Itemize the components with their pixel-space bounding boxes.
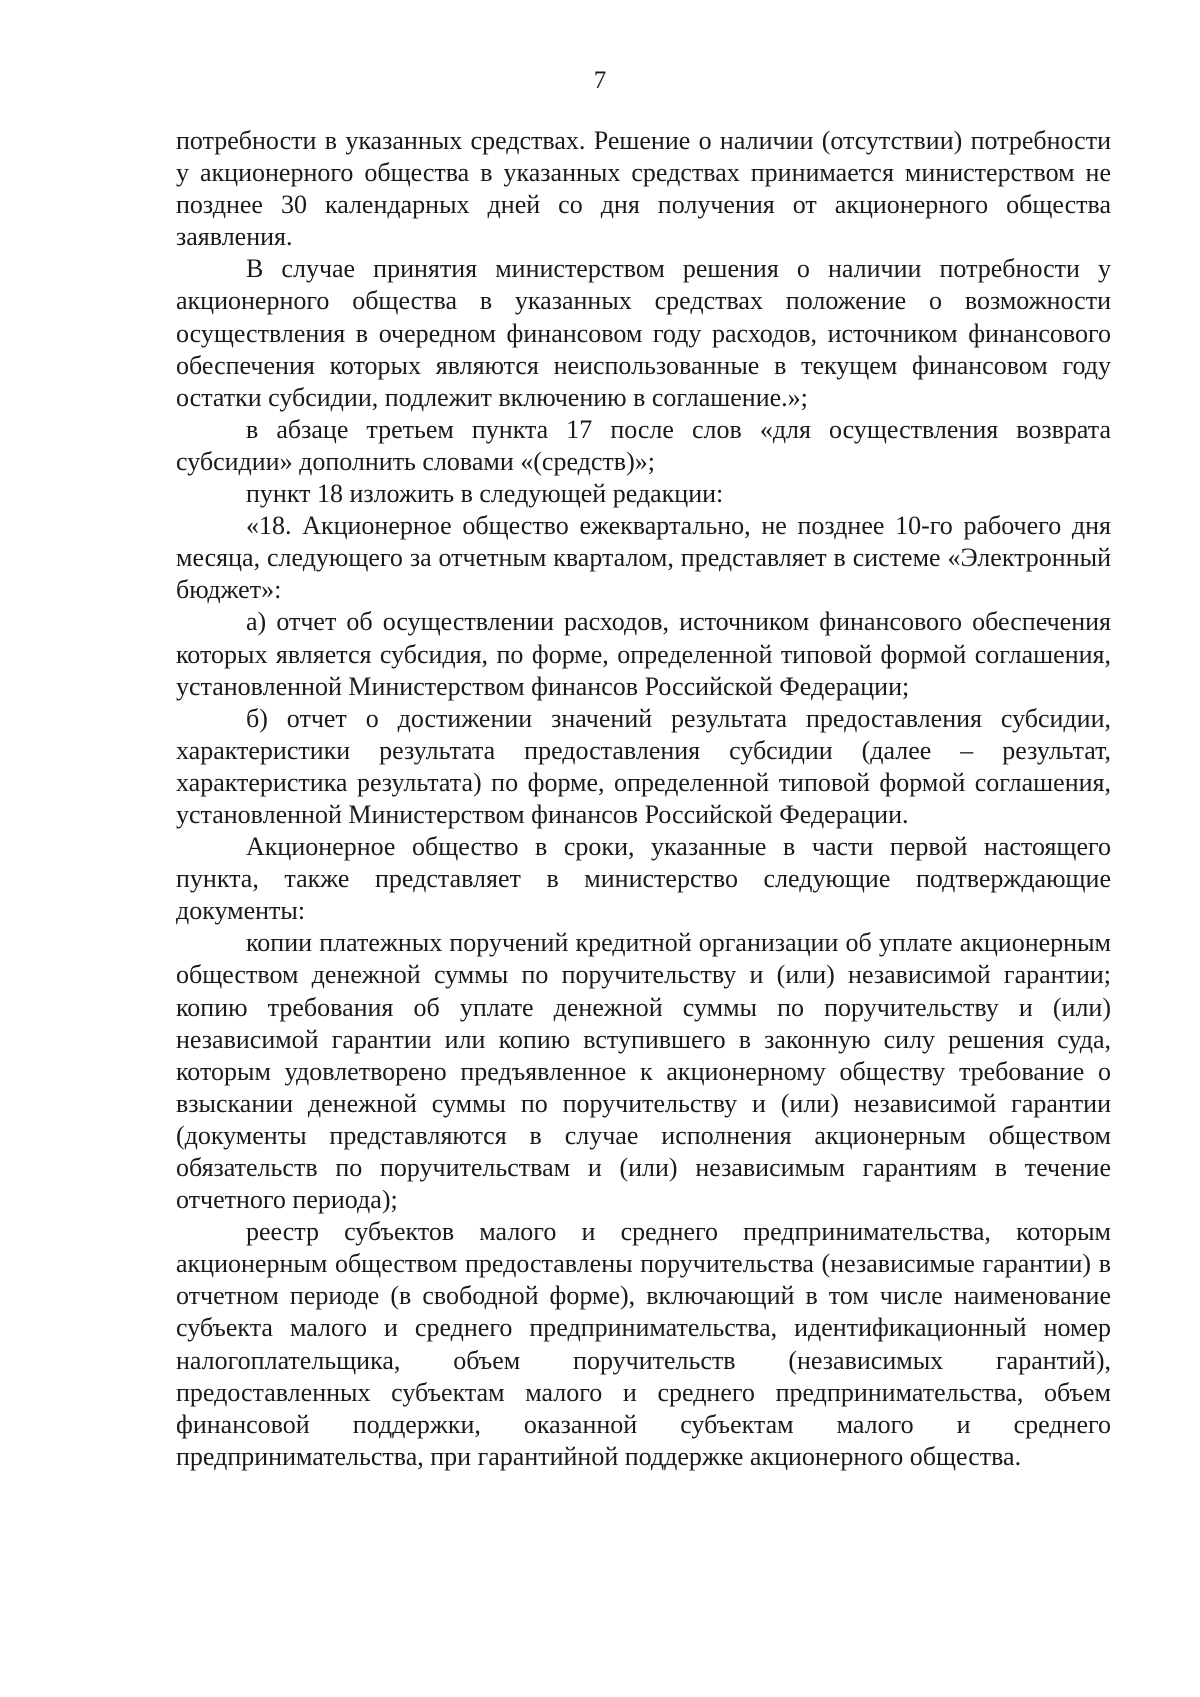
page-number: 7 bbox=[593, 67, 607, 94]
paragraph-5: «18. Акционерное общество ежеквартально, не позднее 10-го рабочего дня месяца, следующего за отчетным кварталом, представляет в системе «Электронный бюджет»: bbox=[176, 511, 1111, 605]
paragraph-2: В случае принятия министерством решения о наличии потребности у акционерного общества в указанных средствах положение о возможности осуществления в очередном финансовом году расходов, источником финансового обеспечения которых являются неиспользованные в текущем финансовом году остатки субсидии, подлежит включению в соглашение.»; bbox=[176, 254, 1111, 412]
paragraph-7: б) отчет о достижении значений результата предоставления субсидии, характеристики результата предоставления субсидии (далее – результат, характеристика результата) по форме, определенной типовой формой соглашения, установленной Министерством финансов Российской Федерации. bbox=[176, 703, 1111, 829]
paragraph-8: Акционерное общество в сроки, указанные в части первой настоящего пункта, также представляет в министерство следующие подтверждающие документы: bbox=[176, 832, 1111, 926]
paragraph-4: пункт 18 изложить в следующей редакции: bbox=[246, 479, 724, 509]
paragraph-9: копии платежных поручений кредитной организации об уплате акционерным обществом денежной суммы по поручительству и (или) независимой гарантии; копию требования об уплате денежной суммы по поручительству и (или) независимой гарантии или копию вступившего в законную силу решения суда, которым удовлетворено предъявленное к акционерному обществу требование о взыскании денежной суммы по поручительству и (или) независимой гарантии (документы представляются в случае исполнения акционерным обществом обязательств по поручительствам и (или) независимым гарантиям в течение отчетного периода); bbox=[176, 928, 1111, 1215]
paragraph-6: а) отчет об осуществлении расходов, источником финансового обеспечения которых является субсидия, по форме, определенной типовой формой соглашения, установленной Министерством финансов Российской Федерации; bbox=[176, 607, 1111, 701]
paragraph-1: потребности в указанных средствах. Решение о наличии (отсутствии) потребности у акционерного общества в указанных средствах принимается министерством не позднее 30 календарных дней со дня получения от акционерного общества заявления. bbox=[176, 126, 1111, 252]
paragraph-3: в абзаце третьем пункта 17 после слов «для осуществления возврата субсидии» дополнить словами «(средств)»; bbox=[176, 414, 1111, 476]
paragraph-10: реестр субъектов малого и среднего предпринимательства, которым акционерным обществом предоставлены поручительства (независимые гарантии) в отчетном периоде (в свободной форме), включающий в том числе наименование субъекта малого и среднего предпринимательства, идентификационный номер налогоплательщика, объем поручительств (независимых гарантий), предоставленных субъектам малого и среднего предпринимательства, объем финансовой поддержки, оказанной субъектам малого и среднего предпринимательства, при гарантийной поддержке акционерного общества. bbox=[176, 1217, 1111, 1471]
document-body bbox=[176, 125, 1111, 1473]
